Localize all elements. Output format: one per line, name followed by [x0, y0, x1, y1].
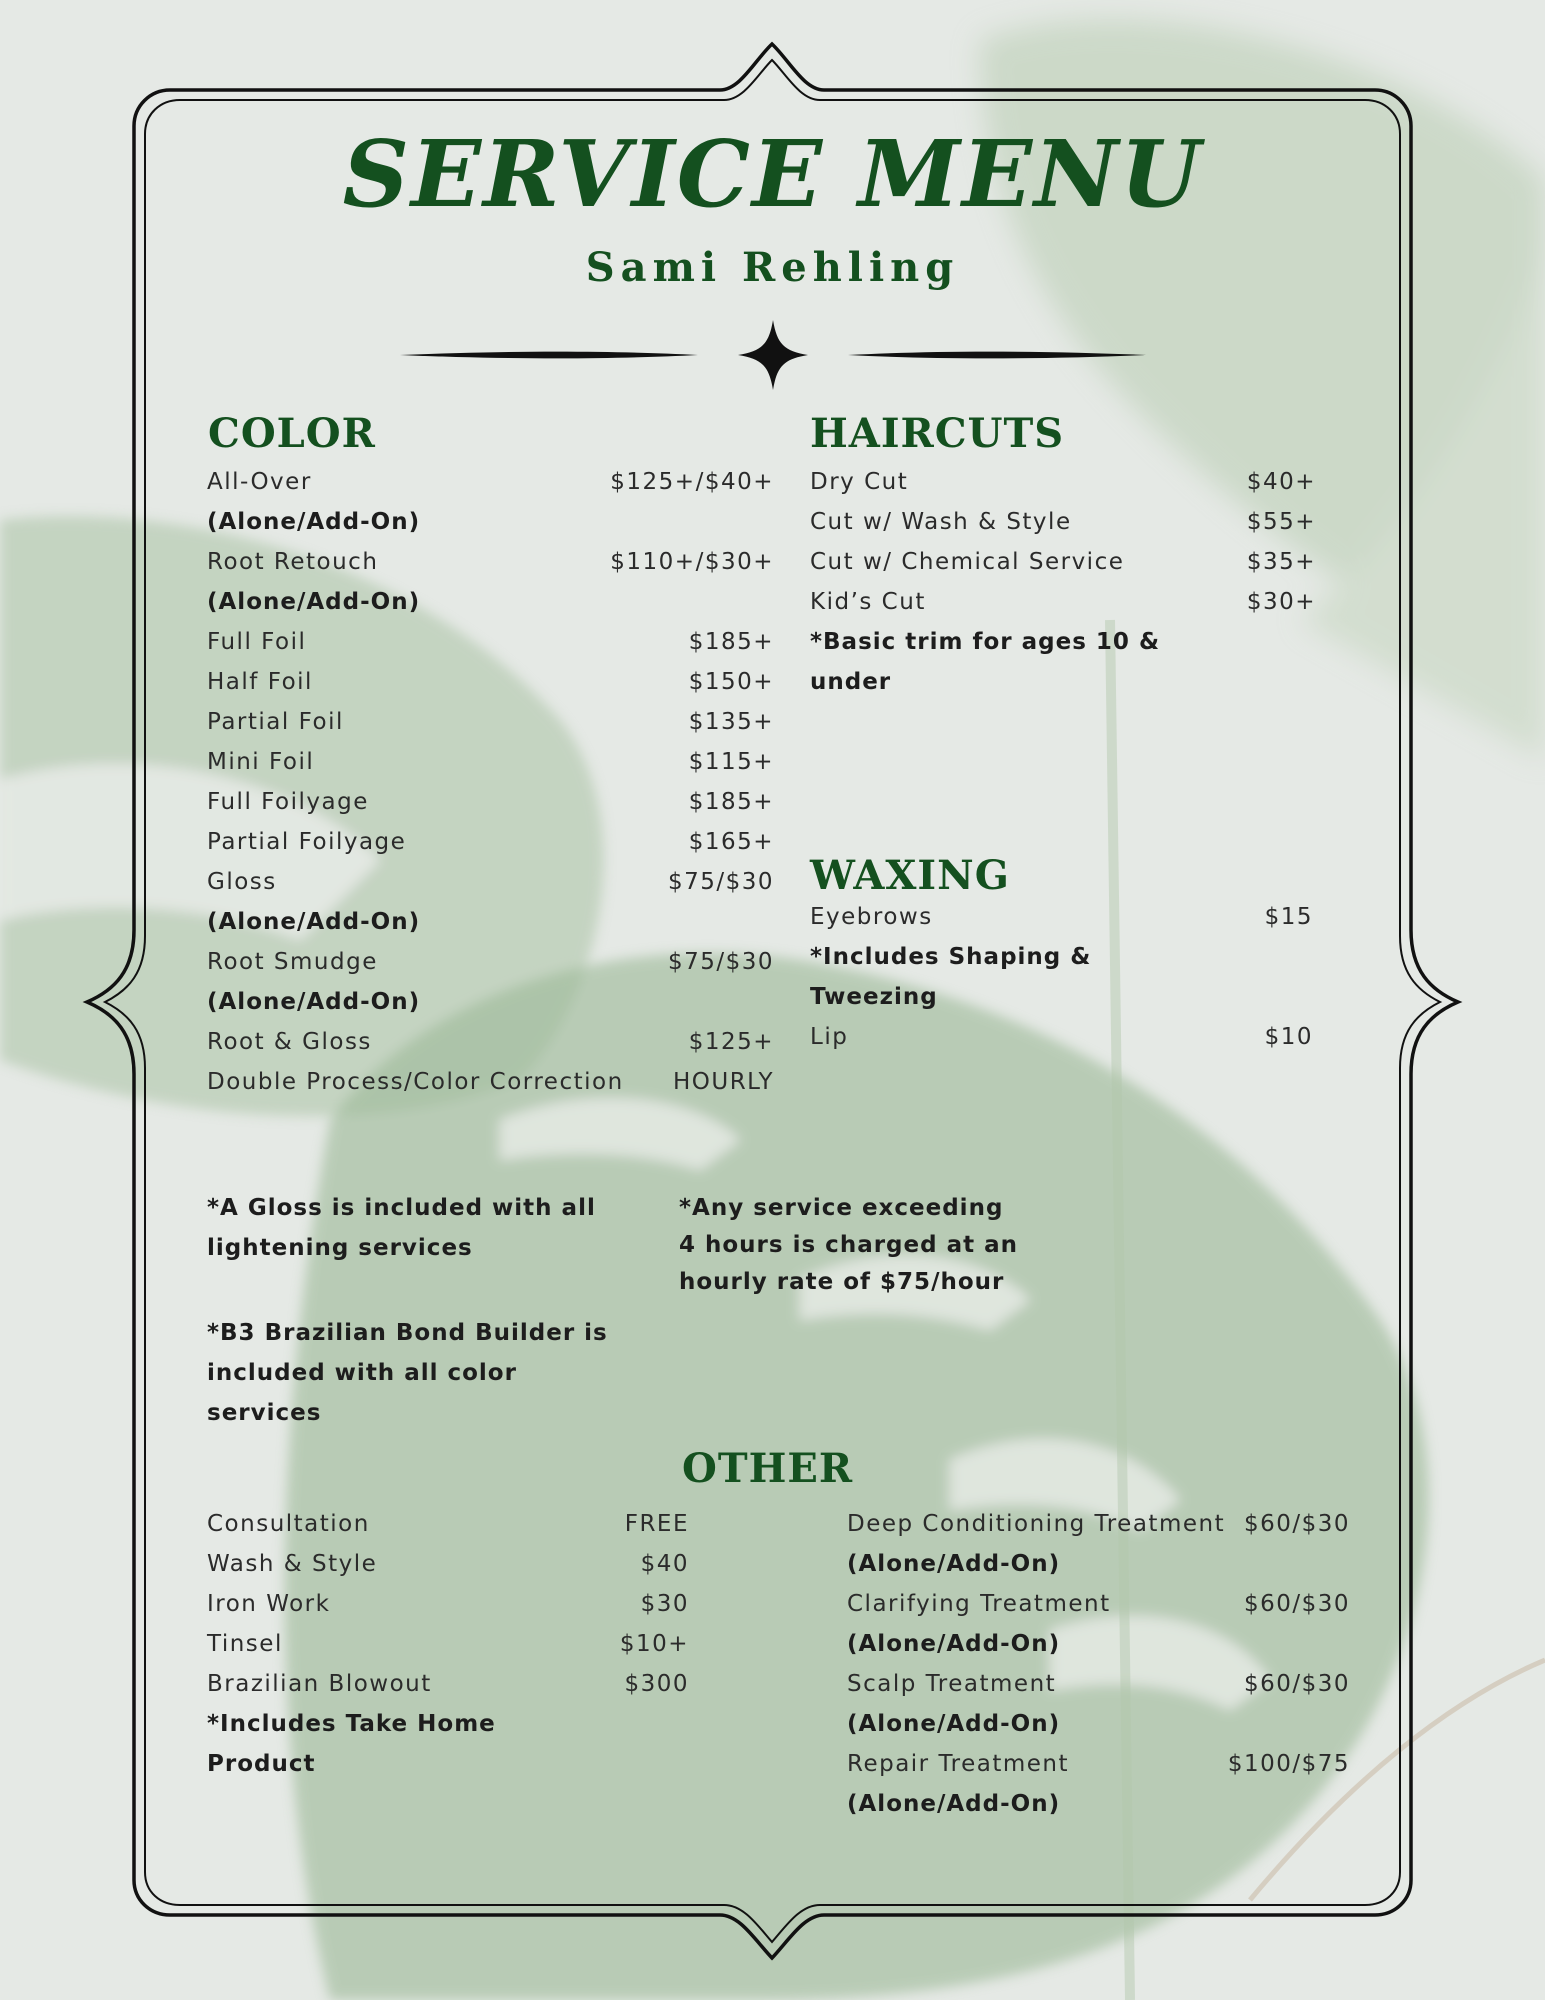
service-label: Root Smudge [207, 949, 378, 975]
service-label: Double Process/Color Correction [207, 1069, 624, 1095]
other-price-list-right [847, 1504, 1350, 1824]
price-row [810, 977, 1313, 1017]
service-price: $75/$30 [667, 869, 774, 895]
service-price: $185+ [688, 629, 774, 655]
service-label: Iron Work [207, 1591, 331, 1617]
service-price: $30+ [1246, 589, 1316, 615]
price-row [207, 942, 774, 982]
other-price-list-left [207, 1504, 689, 1784]
service-price: $135+ [688, 709, 774, 735]
service-label: Root Retouch [207, 549, 379, 575]
color-price-list [207, 462, 774, 1102]
price-row [810, 542, 1316, 582]
service-label: (Alone/Add-On) [847, 1791, 1061, 1817]
service-label: (Alone/Add-On) [847, 1711, 1061, 1737]
note-line: *Any service exceeding [679, 1195, 1004, 1221]
service-label: Partial Foil [207, 709, 344, 735]
service-price: $40+ [1246, 469, 1316, 495]
color-section-heading: COLOR [208, 410, 376, 457]
price-row [207, 782, 774, 822]
note-line: *A Gloss is included with all [207, 1195, 596, 1221]
price-row [207, 982, 774, 1022]
service-price: $60/$30 [1243, 1511, 1350, 1537]
service-note: *Includes Take Home [207, 1711, 496, 1737]
price-row [207, 542, 774, 582]
four-point-star-icon [738, 320, 808, 390]
note-line: lightening services [207, 1235, 473, 1261]
service-price: $125+/$40+ [610, 469, 774, 495]
service-label: Repair Treatment [847, 1751, 1069, 1777]
service-price: HOURLY [672, 1069, 774, 1095]
service-price: $165+ [688, 829, 774, 855]
service-label: Lip [810, 1024, 849, 1050]
price-row [207, 1744, 689, 1784]
service-label: Gloss [207, 869, 277, 895]
price-row [207, 662, 774, 702]
service-price: $150+ [688, 669, 774, 695]
service-price: FREE [624, 1511, 689, 1537]
price-row [207, 582, 774, 622]
price-row [207, 862, 774, 902]
note-line: included with all color [207, 1360, 517, 1386]
other-section-heading: OTHER [682, 1445, 854, 1492]
note-line: *B3 Brazilian Bond Builder is [207, 1320, 608, 1346]
price-row [207, 1544, 689, 1584]
service-price: $60/$30 [1243, 1671, 1350, 1697]
service-label: Clarifying Treatment [847, 1591, 1111, 1617]
service-label: Scalp Treatment [847, 1671, 1057, 1697]
price-row [207, 502, 774, 542]
price-row [207, 622, 774, 662]
service-label: Full Foil [207, 629, 307, 655]
service-price: $115+ [688, 749, 774, 775]
service-price: $75/$30 [667, 949, 774, 975]
note-line: services [207, 1400, 322, 1426]
gloss-note [207, 1188, 627, 1268]
service-price: $35+ [1246, 549, 1316, 575]
service-price: $55+ [1246, 509, 1316, 535]
service-note: Product [207, 1751, 316, 1777]
service-label: Root & Gloss [207, 1029, 372, 1055]
price-row [207, 1664, 689, 1704]
stylist-name: Sami Rehling [585, 244, 960, 291]
price-row [207, 1022, 774, 1062]
price-row [810, 502, 1316, 542]
price-row [847, 1504, 1350, 1544]
price-row [810, 582, 1316, 622]
price-row [810, 462, 1316, 502]
service-label: (Alone/Add-On) [207, 589, 421, 615]
service-note: under [810, 669, 892, 695]
price-row [207, 822, 774, 862]
service-label: Mini Foil [207, 749, 315, 775]
price-row [207, 1704, 689, 1744]
service-label: Half Foil [207, 669, 313, 695]
service-label: Eyebrows [810, 904, 933, 930]
service-label: Kid’s Cut [810, 589, 926, 615]
service-price: $40 [640, 1551, 689, 1577]
service-note: *Basic trim for ages 10 & [810, 629, 1160, 655]
service-label: (Alone/Add-On) [207, 909, 421, 935]
service-label: Brazilian Blowout [207, 1671, 432, 1697]
price-row [810, 662, 1316, 702]
service-label: Consultation [207, 1511, 370, 1537]
service-label: Dry Cut [810, 469, 909, 495]
service-label: Tinsel [207, 1631, 283, 1657]
service-price: $185+ [688, 789, 774, 815]
title-divider [0, 310, 1545, 400]
price-row [847, 1544, 1350, 1584]
service-label: Cut w/ Chemical Service [810, 549, 1125, 575]
service-label: All-Over [207, 469, 312, 495]
price-row [847, 1744, 1350, 1784]
price-row [847, 1784, 1350, 1824]
price-row [207, 742, 774, 782]
price-row [810, 1017, 1313, 1057]
service-label: Cut w/ Wash & Style [810, 509, 1072, 535]
service-note: Tweezing [810, 984, 938, 1010]
waxing-price-list [810, 897, 1313, 1057]
price-row [810, 622, 1316, 662]
price-row [847, 1624, 1350, 1664]
page-title: SERVICE MENU [342, 120, 1203, 228]
bond-builder-note [207, 1313, 627, 1433]
service-label: (Alone/Add-On) [207, 989, 421, 1015]
note-line: hourly rate of $75/hour [679, 1269, 1005, 1295]
service-price: $15 [1264, 904, 1313, 930]
service-label: (Alone/Add-On) [847, 1551, 1061, 1577]
service-price: $10 [1264, 1024, 1313, 1050]
price-row [207, 702, 774, 742]
note-line: 4 hours is charged at an [679, 1232, 1019, 1258]
service-label: (Alone/Add-On) [207, 509, 421, 535]
price-row [207, 462, 774, 502]
price-row [810, 897, 1313, 937]
service-label: Full Foilyage [207, 789, 369, 815]
service-label: Wash & Style [207, 1551, 378, 1577]
service-label: Partial Foilyage [207, 829, 407, 855]
service-price: $125+ [688, 1029, 774, 1055]
service-note: *Includes Shaping & [810, 944, 1092, 970]
service-price: $110+/$30+ [610, 549, 774, 575]
haircuts-price-list [810, 462, 1316, 702]
price-row [207, 1062, 774, 1102]
price-row [847, 1664, 1350, 1704]
price-row [207, 1584, 689, 1624]
service-price: $10+ [619, 1631, 689, 1657]
service-price: $60/$30 [1243, 1591, 1350, 1617]
waxing-section-heading: WAXING [810, 852, 1010, 899]
price-row [810, 937, 1313, 977]
service-price: $30 [640, 1591, 689, 1617]
price-row [847, 1704, 1350, 1744]
service-label: Deep Conditioning Treatment [847, 1511, 1226, 1537]
service-price: $300 [624, 1671, 689, 1697]
haircuts-section-heading: HAIRCUTS [810, 410, 1065, 457]
service-label: (Alone/Add-On) [847, 1631, 1061, 1657]
price-row [207, 1504, 689, 1544]
price-row [207, 1624, 689, 1664]
price-row [847, 1584, 1350, 1624]
service-price: $100/$75 [1227, 1751, 1350, 1777]
price-row [207, 902, 774, 942]
hourly-rate-note [679, 1190, 1079, 1301]
